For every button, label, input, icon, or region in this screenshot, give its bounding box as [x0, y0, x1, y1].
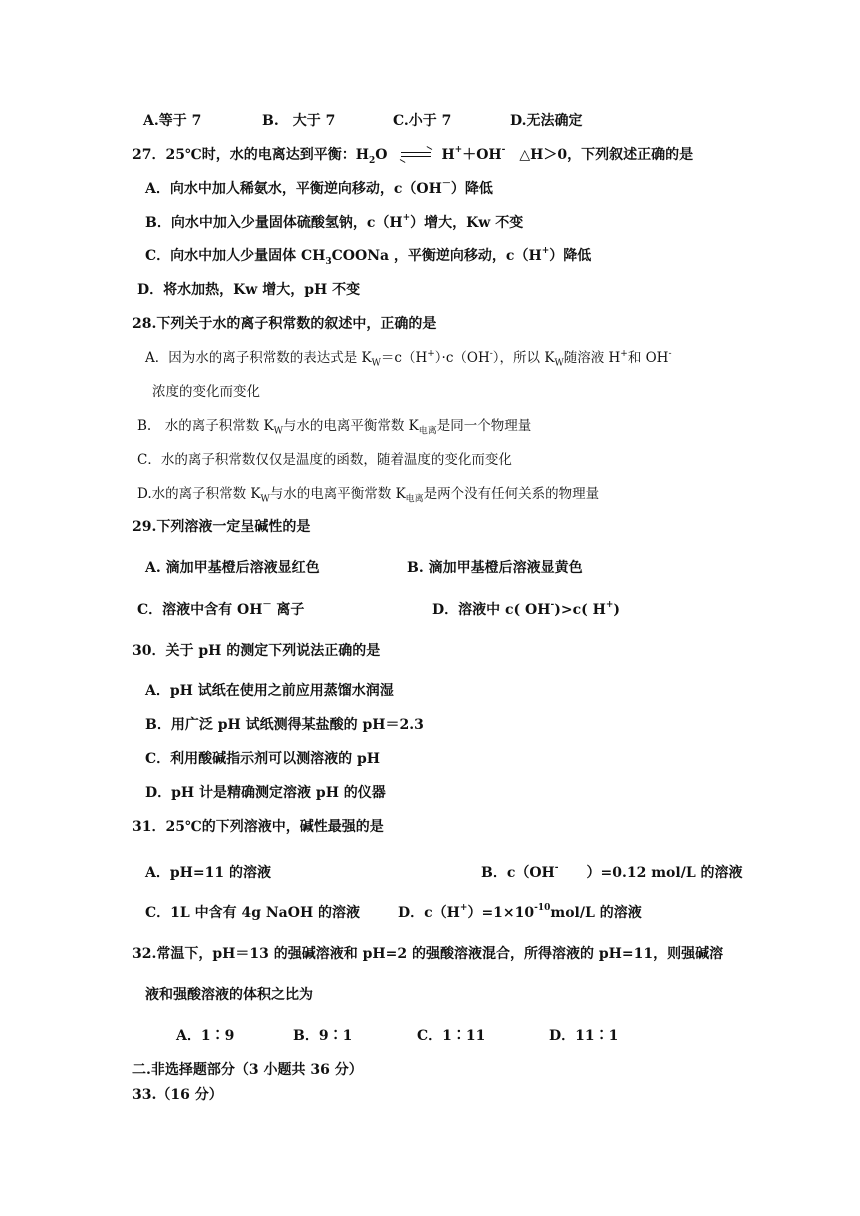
q27-option-d: D．将水加热，Kw 增大，pH 不变 — [137, 282, 361, 298]
q33-heading: 33.（16 分） — [132, 1087, 223, 1103]
q26-option-a: A.等于 7 — [143, 113, 202, 129]
q32-option-c: C．1∶11 — [417, 1028, 486, 1044]
q28-option-a-continued: 浓度的变化而变化 — [152, 384, 260, 400]
q30-option-b: B．用广泛 pH 试纸测得某盐酸的 pH＝2.3 — [145, 717, 424, 733]
q28-option-c: C．水的离子积常数仅仅是温度的函数，随着温度的变化而变化 — [137, 452, 512, 468]
q26-option-d: D.无法确定 — [510, 113, 583, 129]
equilibrium-arrow-icon — [401, 150, 431, 160]
q27-option-a: A．向水中加人稀氨水，平衡逆向移动，c（OH－）降低 — [145, 179, 493, 197]
q27-stem: 27．25℃时，水的电离达到平衡：$H_2O$ H+＋OH- △H＞0，下列叙述正确的是 — [132, 145, 694, 166]
q29-option-d: D．溶液中 c( OH-)>c( H+) — [432, 600, 620, 618]
q28-option-b: B. 水的离子积常数 $K_W$与水的电离平衡常数 $K_{电离}$是同一个物理量 — [137, 418, 532, 437]
q31-option-b: B．c（OH- ）=0.12 mol/L 的溶液 — [481, 863, 743, 881]
q31-option-c: C．1L 中含有 4g NaOH 的溶液 — [145, 905, 361, 921]
q29-option-c: C．溶液中含有 OH－ 离子 — [137, 600, 305, 618]
q28-stem: 28.下列关于水的离子积常数的叙述中，正确的是 — [132, 316, 437, 332]
q30-option-c: C．利用酸碱指示剂可以测溶液的 pH — [145, 751, 381, 767]
q29-stem: 29.下列溶液一定呈碱性的是 — [132, 519, 311, 535]
q32-option-d: D．11∶1 — [549, 1028, 619, 1044]
q30-stem: 30．关于 pH 的测定下列说法正确的是 — [132, 643, 381, 659]
q26-option-c: C.小于 7 — [393, 113, 452, 129]
q28-option-d: D.水的离子积常数 $K_W$与水的电离平衡常数 $K_{电离}$是两个没有任何关系的物理量 — [137, 486, 600, 505]
q31-option-d: D．$c(H^+)=1\times 10^{-10}mol/L$ 的溶液 — [398, 903, 642, 921]
q32-option-a: A．1∶9 — [176, 1028, 235, 1044]
q31-stem: 31．25℃的下列溶液中，碱性最强的是 — [132, 819, 384, 835]
q26-option-b: B. 大于 7 — [262, 113, 336, 129]
q27-option-c: C．向水中加人少量固体 $CH_3COONa$ ，平衡逆向移动，c（H+）降低 — [145, 246, 592, 267]
q28-option-a: A．因为水的离子积常数的表达式是 $K_W=c(H^+)\cdot c(OH^-)$，所以 $K_W$随溶液 H+和 OH- — [145, 348, 672, 369]
q29-option-b: B. 滴加甲基橙后溶液显黄色 — [407, 560, 583, 576]
q32-stem-line2: 液和强酸溶液的体积之比为 — [145, 987, 313, 1003]
q32-stem-line1: 32.常温下，pH＝13 的强碱溶液和 pH=2 的强酸溶液混合，所得溶液的 pH=11，则强碱溶 — [132, 946, 724, 962]
q30-option-a: A．pH 试纸在使用之前应用蒸馏水润湿 — [145, 683, 394, 699]
q32-option-b: B．9∶1 — [293, 1028, 353, 1044]
section-2-heading: 二.非选择题部分（3 小题共 36 分） — [132, 1062, 363, 1078]
q30-option-d: D．pH 计是精确测定溶液 pH 的仪器 — [145, 785, 386, 801]
q29-option-a: A. 滴加甲基橙后溶液显红色 — [145, 560, 320, 576]
q31-option-a: A．pH=11 的溶液 — [145, 865, 271, 881]
q27-option-b: B．向水中加入少量固体硫酸氢钠，c（H+）增大，Kw 不变 — [145, 213, 524, 231]
